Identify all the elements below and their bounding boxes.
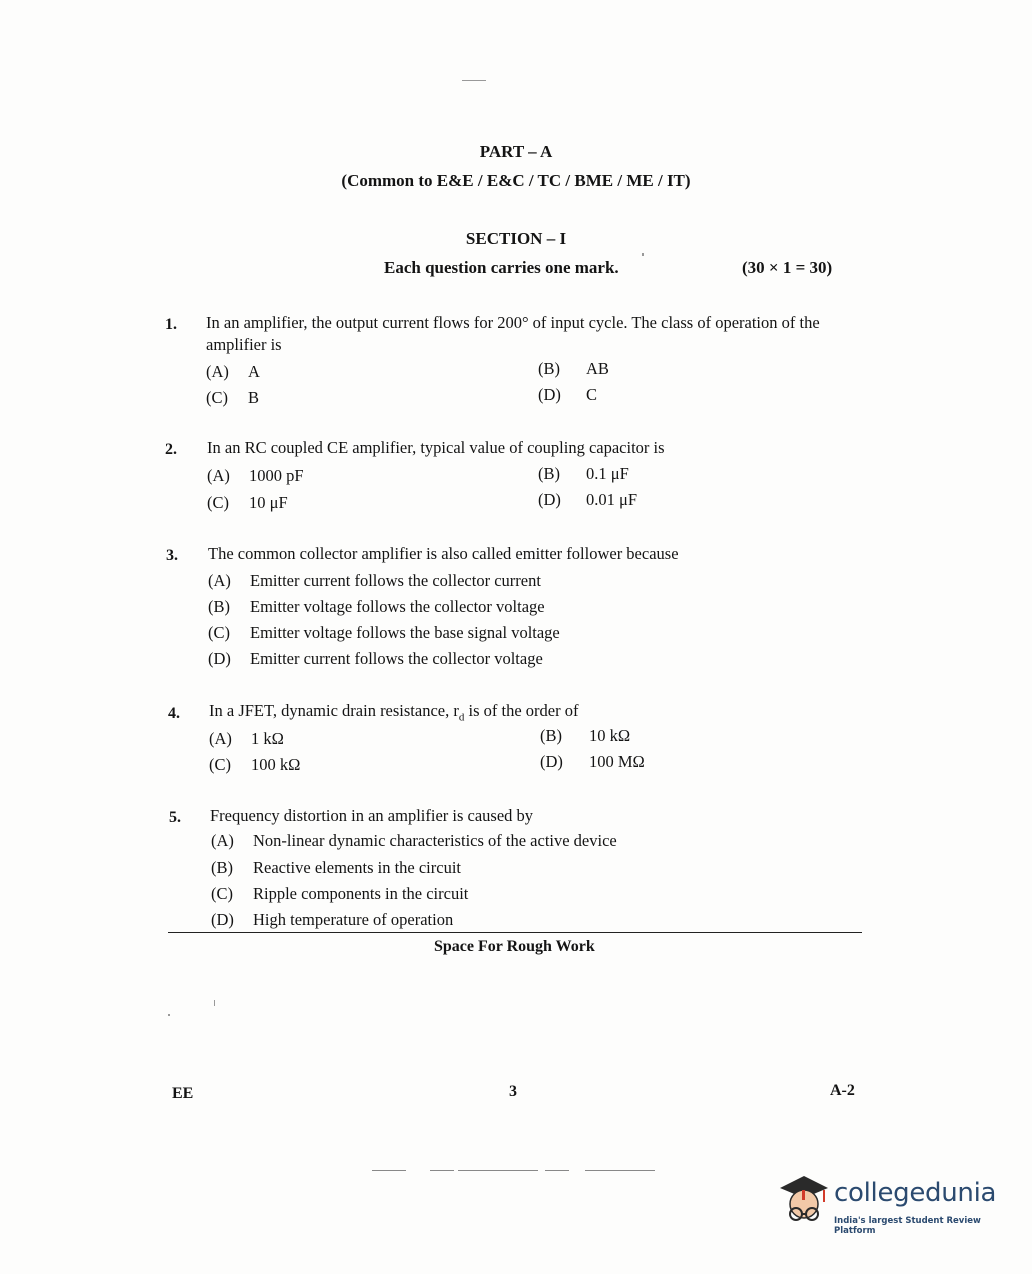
option-d	[538, 385, 597, 405]
scan-dash	[458, 1170, 538, 1171]
scan-dash	[545, 1170, 569, 1171]
option-label: (C)	[207, 493, 229, 512]
option-text: B	[248, 388, 260, 407]
graduate-mascot-icon	[774, 1170, 832, 1234]
option-label: (D)	[208, 649, 231, 668]
question-text: In an RC coupled CE amplifier, typical value of coupling capacitor is	[207, 438, 665, 457]
scan-speck	[642, 253, 644, 256]
question-text: Frequency distortion in an amplifier is caused by	[210, 806, 534, 825]
common-to-line: (Common to E&E / E&C / TC / BME / ME / IT)	[341, 171, 691, 190]
marks-total: (30 × 1 = 30)	[742, 258, 833, 277]
option-text: Emitter current follows the collector voltage	[250, 649, 543, 668]
option-c	[208, 623, 560, 643]
option-label: (B)	[540, 726, 562, 745]
option-text: A	[248, 362, 260, 381]
question-number: 1.	[165, 316, 177, 333]
option-text: 1 kΩ	[251, 729, 284, 748]
option-b	[211, 858, 461, 878]
section-title: SECTION – I	[465, 229, 567, 248]
option-label: (A)	[206, 362, 229, 381]
brand-tagline: India's largest Student Review Platform	[834, 1216, 981, 1236]
option-text: C	[586, 385, 598, 404]
option-label: (D)	[211, 910, 234, 929]
option-text: 0.01 μF	[586, 490, 638, 509]
option-text: 0.1 μF	[586, 464, 629, 483]
option-c	[207, 493, 288, 513]
scan-speck	[214, 1000, 215, 1006]
option-label: (D)	[538, 385, 561, 404]
scan-dash	[430, 1170, 454, 1171]
option-b	[538, 464, 629, 484]
option-text: Non-linear dynamic characteristics of the active device	[253, 831, 617, 850]
option-label: (A)	[211, 831, 234, 850]
option-label: (C)	[206, 388, 228, 407]
option-text: Emitter voltage follows the collector voltage	[250, 597, 545, 616]
option-label: (C)	[211, 884, 233, 903]
option-text: AB	[586, 359, 609, 378]
option-d	[538, 490, 637, 510]
option-label: (B)	[538, 464, 560, 483]
question-number: 2.	[165, 441, 177, 458]
option-text: 10 μF	[249, 493, 288, 512]
option-label: (B)	[538, 359, 560, 378]
option-label: (B)	[208, 597, 230, 616]
question-text: In an amplifier, the output current flows for 200° of input cycle. The class of operation of the amplifier is	[206, 313, 820, 354]
option-b	[208, 597, 545, 617]
option-label: (D)	[540, 752, 563, 771]
option-text: 100 kΩ	[251, 755, 301, 774]
option-c	[211, 884, 468, 904]
option-a	[211, 831, 617, 851]
question-number: 5.	[169, 809, 181, 826]
question-text: In a JFET, dynamic drain resistance, $r_d$ is of the order of	[209, 701, 579, 724]
option-label: (A)	[208, 571, 231, 590]
rough-work-label: Space For Rough Work	[434, 938, 595, 955]
option-text: 100 MΩ	[589, 752, 645, 771]
scan-speck	[168, 1014, 170, 1016]
option-text: Emitter voltage follows the base signal voltage	[250, 623, 560, 642]
scan-dash	[585, 1170, 655, 1171]
option-c	[209, 755, 300, 775]
collegedunia-watermark	[774, 1170, 1004, 1234]
option-b	[540, 726, 630, 746]
option-d	[540, 752, 645, 772]
brand-name: collegedunia	[834, 1178, 997, 1208]
question-text: The common collector amplifier is also called emitter follower because	[208, 544, 679, 563]
footer-subject-code: EE	[172, 1085, 194, 1102]
option-a	[206, 362, 260, 382]
option-a	[207, 466, 304, 486]
rough-work-divider	[168, 932, 862, 933]
scan-speck	[462, 80, 486, 81]
option-label: (B)	[211, 858, 233, 877]
option-a	[209, 729, 284, 749]
option-d	[208, 649, 543, 669]
option-text: 10 kΩ	[589, 726, 631, 745]
option-label: (D)	[538, 490, 561, 509]
option-label: (C)	[208, 623, 230, 642]
option-text: Reactive elements in the circuit	[253, 858, 461, 877]
part-title: PART – A	[479, 142, 553, 161]
option-label: (A)	[209, 729, 232, 748]
page-number: 3	[509, 1083, 517, 1100]
option-label: (A)	[207, 466, 230, 485]
option-b	[538, 359, 609, 379]
scan-dash	[372, 1170, 406, 1171]
option-text: 1000 pF	[249, 466, 304, 485]
option-label: (C)	[209, 755, 231, 774]
option-text: High temperature of operation	[253, 910, 454, 929]
option-c	[206, 388, 259, 408]
option-d	[211, 910, 453, 930]
option-a	[208, 571, 541, 591]
option-text: Ripple components in the circuit	[253, 884, 469, 903]
question-number: 3.	[166, 547, 178, 564]
footer-series-code: A-2	[830, 1082, 855, 1099]
option-text: Emitter current follows the collector current	[250, 571, 541, 590]
question-number: 4.	[168, 705, 180, 722]
instruction: Each question carries one mark.	[384, 258, 619, 277]
